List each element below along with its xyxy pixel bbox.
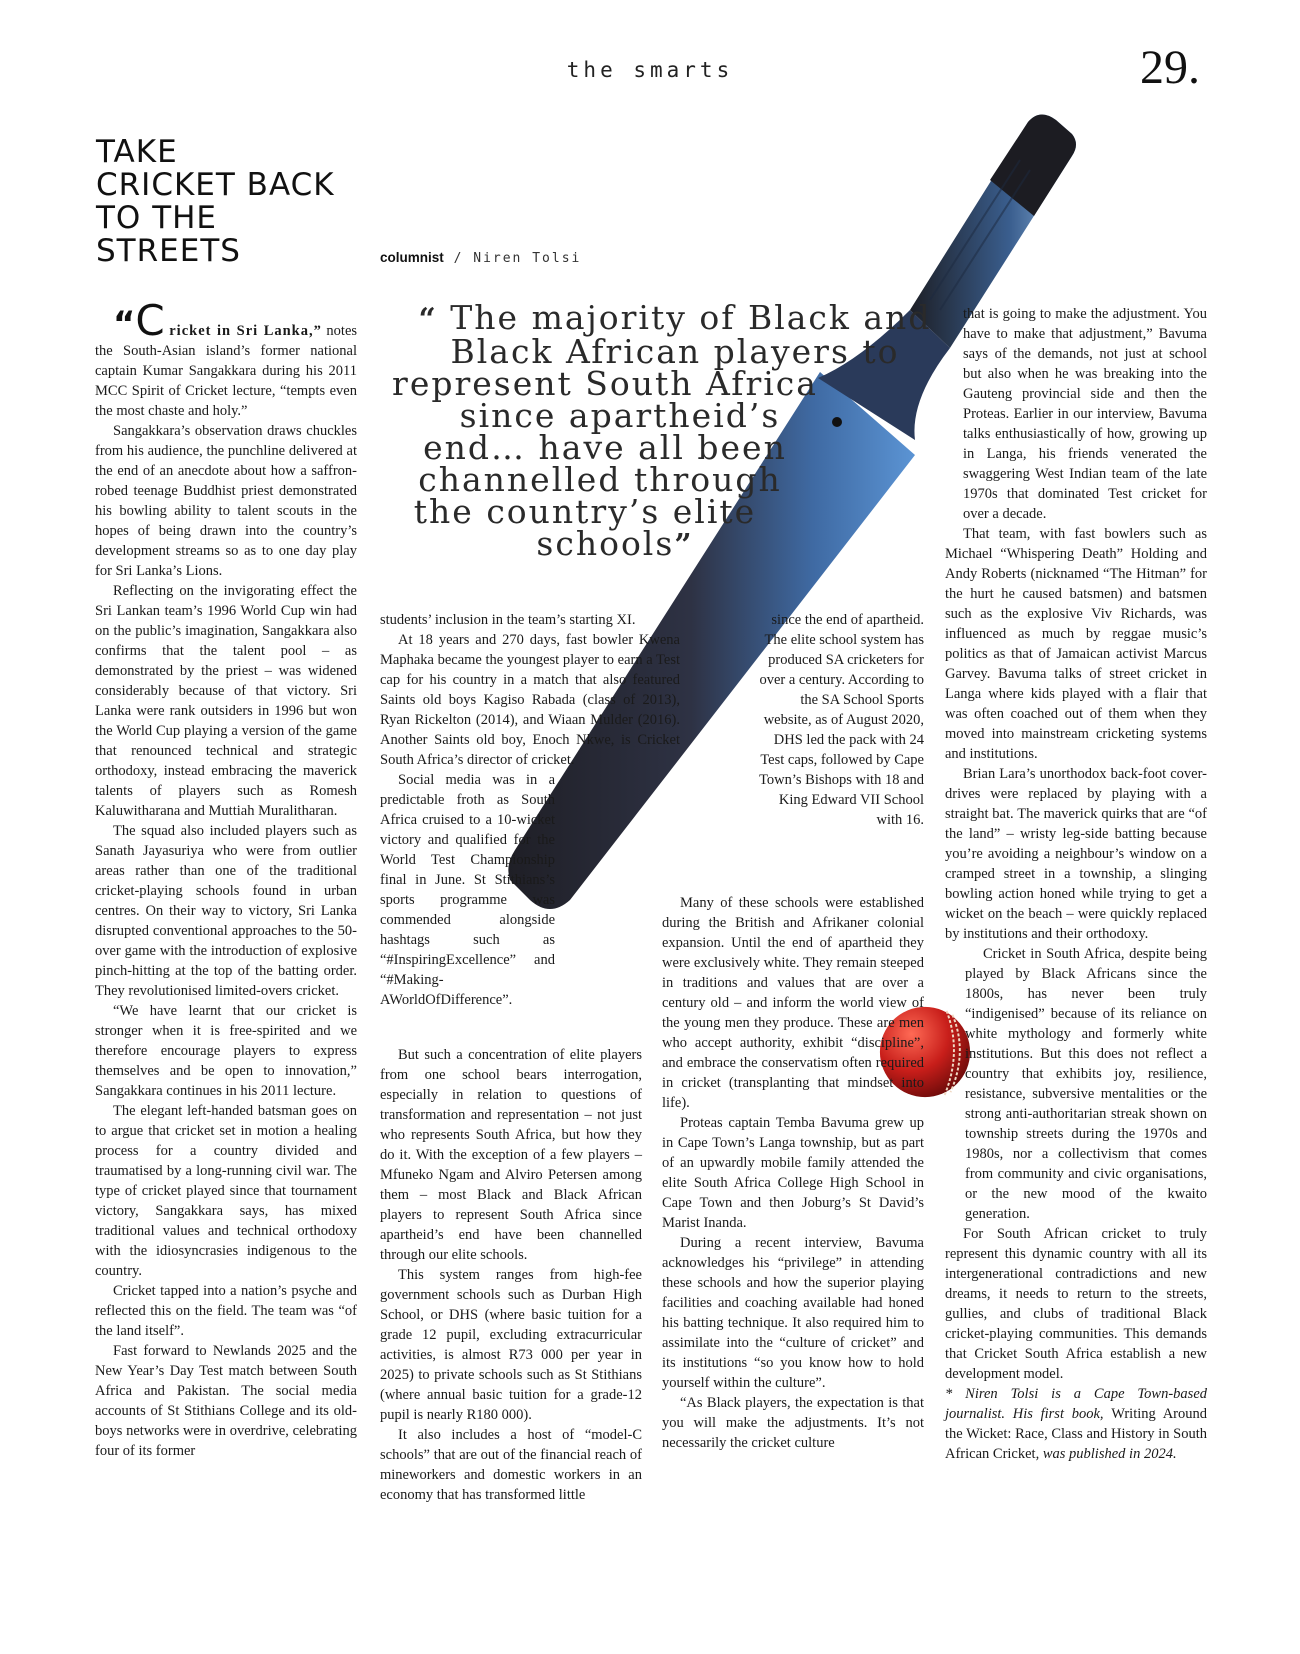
article-paragraph: At 18 years and 270 days, fast bowler Kwena Maphaka became the youngest player to earn a Test cap for his country in a match that also featured Saints old boys Kagiso Rabada (class of 2013), Ryan Rickelton (2014), and Wiaan Mulder (2016). Another Saints old boy, Enoch Nkwe, is Cricket South Africa’s director of cricket. bbox=[380, 632, 680, 768]
article-paragraph: “C ricket in Sri Lanka,” notes the South-Asian island’s former national captain Kumar Sangakkara during his 2011 MCC Spirit of Cricket lecture, “tempts even the most chaste and holy.” bbox=[95, 296, 358, 419]
article-paragraph: Sangakkara’s observation draws chuckles from his audience, the punchline delivered at the end of an anecdote about how a saffron-robed teenage Buddhist priest demonstrated his bowling ability to talent scouts in the hopes of being drawn into the country’s development streams so as to one day play for Sri Lanka’s Lions. bbox=[95, 423, 357, 579]
article-paragraph: Many of these schools were established during the British and Afrikaner colonial expansion. Until the end of apartheid they were exclusively white. They remain steeped in traditions and values that are over a century old – and inform the world view of the young men they produce. These are men who accept authority, exhibit “discipline”, and embrace the conservatism often required in cricket (transplanting that mindset into life). bbox=[662, 895, 924, 1111]
pull-quote-close-mark: ” bbox=[674, 528, 694, 563]
article-paragraph: But such a concentration of elite players from one school bears interrogation, especially in relation to questions of transformation and representation – not just who represents South Africa, but how they do it. With the exception of a few players – Mfuneko Ngam and Alviro Petersen among them – most Black and Black African players to represent South Africa since apartheid’s end have been channelled through our elite schools. bbox=[380, 1047, 642, 1263]
pull-quote-open-mark: “ bbox=[418, 302, 438, 337]
pull-quote-line: channelled through bbox=[418, 460, 782, 499]
article-paragraph: For South African cricket to truly represent this dynamic country with all its intergenerational contradictions and new dreams, it needs to return to the streets, gullies, and clubs of traditional Black cricket-playing communities. This demands that Cricket South Africa establish a new development model. bbox=[945, 1226, 1207, 1382]
byline bbox=[380, 250, 581, 266]
article-column-3-upper bbox=[700, 610, 924, 830]
article-column-3-lower bbox=[662, 893, 924, 1453]
article-column-2-lower bbox=[380, 1045, 642, 1505]
article-paragraph: During a recent interview, Bavuma acknowledges his “privilege” in attending these schools and how the superior playing facilities and coaching available had honed his batting technique. It also required him to assimilate into the “culture of cricket” and its institutions “so you know how to hold yourself within the culture”. bbox=[662, 1235, 924, 1391]
article-paragraph: Proteas captain Temba Bavuma grew up in Cape Town’s Langa township, but as part of an upwardly mobile family attended the elite South Africa College High School in Cape Town and then Joburg’s St David’s Marist Inanda. bbox=[662, 1115, 924, 1231]
article-headline bbox=[96, 136, 376, 268]
article-paragraph: The elegant left-handed batsman goes on to argue that cricket set in motion a healing process for a country divided and traumatised by a long-running civil war. The type of cricket played since that tournament victory, Sangakkara says, has mixed traditional values and technical orthodoxy with the idiosyncrasies indigenous to the country. bbox=[95, 1103, 357, 1279]
article-column-4 bbox=[945, 304, 1207, 1464]
article-paragraph: “As Black players, the expectation is that you will make the adjustments. It’s not necessarily the cricket culture bbox=[662, 1395, 924, 1451]
article-column-2-upper bbox=[380, 610, 680, 1010]
pull-quote-line: “ The majority of Black and bbox=[418, 298, 932, 337]
article-paragraph: Cricket tapped into a nation’s psyche and reflected this on the field. The team was “of the land itself”. bbox=[95, 1283, 357, 1339]
page-number: 29. bbox=[1140, 41, 1200, 94]
pull-quote-line: since apartheid’s bbox=[459, 396, 781, 435]
pull-quote-line: schools” bbox=[536, 524, 694, 563]
byline-separator: / bbox=[443, 251, 474, 266]
article-paragraph: Reflecting on the invigorating effect the Sri Lankan team’s 1996 World Cup win had on the public’s imagination, Sangakkara also confirms that the talent pool – as demonstrated by the priest – was widened considerably because of that victory. Sri Lanka were rank outsiders in 1996 but won the World Cup playing a version of the game that renounced technical and strategic orthodoxy, instead embracing the maverick talents of players such as Romesh Kaluwitharana and Muttiah Muralitharan. bbox=[95, 583, 357, 819]
article-paragraph: “We have learnt that our cricket is stronger when it is free-spirited and we therefore encourage players to express themselves and be open to innovation,” Sangakkara continues in his 2011 lecture. bbox=[95, 1003, 357, 1099]
pull-quote-line: the country’s elite bbox=[413, 492, 757, 531]
article-paragraph: Social media was in a predictable froth as South Africa cruised to a 10-wicket victory and qualified for the World Test Championship final in June. St Stithians’s sports programme was commended alongside hashtags such as “#InspiringExcellence” and “#Making-AWorldOfDifference”. bbox=[380, 772, 555, 1008]
book-title: Writing Around the Wicket: Race, Class and History in South African Cricket bbox=[945, 1406, 1207, 1462]
pull-quote-line: Black African players to bbox=[450, 332, 900, 371]
author-footnote: * Niren Tolsi is a Cape Town-based journalist. His first book, Writing Around the Wicket: Race, Class and History in South African Cricket, was published in 2024. bbox=[945, 1386, 1207, 1462]
article-paragraph: That team, with fast bowlers such as Michael “Whispering Death” Holding and Andy Roberts (nicknamed “The Hitman” for the hurt he caused batsmen) and batsmen such as the explosive Viv Richards, was influenced as much by reggae music’s politics as that of Jamaican activist Marcus Garvey. Bavuma talks of street cricket in Langa where kids played with a flair that was often coached out of them when they moved into mainstream cricketing systems and institutions. bbox=[945, 526, 1207, 762]
headline-line: TO THE bbox=[96, 200, 218, 236]
drop-quote-mark: “ bbox=[113, 304, 136, 344]
pull-quote-line: represent South Africa bbox=[392, 364, 818, 403]
article-column-1 bbox=[95, 296, 358, 1461]
pull-quote-line: end… have all been bbox=[423, 428, 787, 467]
article-paragraph: since the end of apartheid. The elite school system has produced SA cricketers for over a century. According to the SA School Sports website, as of August 2020, DHS led the pack with 24 Test caps, followed by Cape Town’s Bishops with 18 and King Edward VII School with 16. bbox=[759, 612, 924, 828]
byline-role: columnist bbox=[380, 250, 444, 265]
article-paragraph: This system ranges from high-fee government schools such as Durban High School, or DHS (where basic tuition for a grade 12 pupil, excluding extracurricular activities, is almost R73 000 per year in 2025) to private schools such as St Stithians (where annual basic tuition for a grade-12 pupil is nearly R180 000). bbox=[380, 1267, 642, 1423]
article-paragraph: It also includes a host of “model-C schools” that are out of the financial reach of mineworkers and domestic workers in an economy that has transformed little bbox=[380, 1427, 642, 1503]
pull-quote bbox=[392, 298, 945, 563]
article-paragraph: students’ inclusion in the team’s starting XI. bbox=[380, 612, 636, 628]
headline-line: TAKE bbox=[96, 134, 178, 170]
drop-cap: C bbox=[135, 296, 165, 345]
section-label: the smarts bbox=[566, 58, 734, 82]
lead-in: ricket in Sri Lanka,” bbox=[169, 323, 322, 339]
byline-author: Niren Tolsi bbox=[473, 251, 582, 266]
article-paragraph: Brian Lara’s unorthodox back-foot cover-drives were replaced by playing with a straight bat. The maverick quirks that are “of the land” – wristy leg-side batting because you’re avoiding a neighbour’s window on a cramped street in a township, a slinging bowling action honed while trying to get a wicket on the beach – were quickly replaced by institutions and their orthodoxy. bbox=[945, 766, 1207, 942]
headline-line: STREETS bbox=[96, 233, 241, 269]
article-paragraph: Cricket in South Africa, despite being played by Black Africans since the 1800s, has never been truly “indigenised” because of its reliance on white mythology and formerly white institutions. But this does not reflect a country that exhibits joy, resilience, resistance, subversive mentalities or the strong anti-authoritarian streak shown on township streets during the 1970s and 1980s, nor a collectivism that comes from community and civic organisations, or the new mood of the kwaito generation. bbox=[965, 946, 1207, 1222]
article-paragraph: The squad also included players such as Sanath Jayasuriya who were from outlier areas rather than one of the traditional cricket-playing schools found in urban centres. On their way to victory, Sri Lanka disrupted conventional approaches to the 50-over game with the introduction of explosive pinch-hitting at the top of the batting order. They revolutionised limited-overs cricket. bbox=[95, 823, 357, 999]
headline-line: CRICKET BACK bbox=[96, 167, 335, 203]
article-paragraph: that is going to make the adjustment. You have to make that adjustment,” Bavuma says of the demands, not just at school but also when he was breaking into the Gauteng provincial side and then the Proteas. Earlier in our interview, Bavuma talks enthusiastically of how, growing up in Langa, his friends venerated the swaggering West Indian team of the late 1970s that dominated Test cricket for over a decade. bbox=[963, 306, 1207, 522]
article-paragraph: Fast forward to Newlands 2025 and the New Year’s Day Test match between South Africa and Pakistan. The social media accounts of St Stithians College and its old-boys networks were in overdrive, celebrating four of its former bbox=[95, 1343, 357, 1459]
